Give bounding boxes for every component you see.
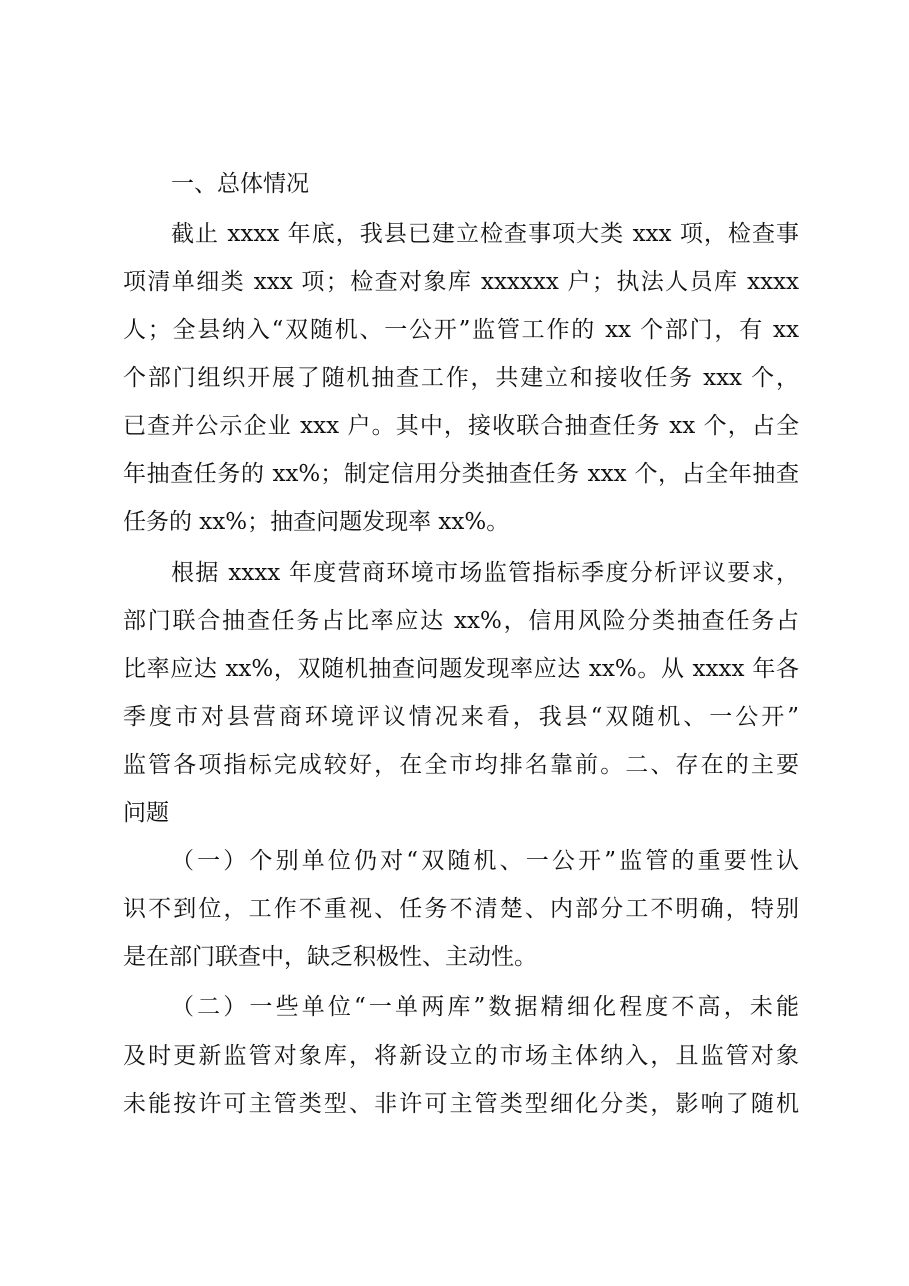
paragraph-4-line-1: （二）一些单位“一单两库”数据精细化程度不高，未能 xyxy=(171,994,799,1020)
paragraph-4-line-2: 及时更新监管对象库，将新设立的市场主体纳入，且监管对象 xyxy=(123,1043,799,1069)
paragraph-2-line-4: 季度市对县营商环境评议情况来看，我县“双随机、一公开” xyxy=(123,704,799,730)
paragraph-4-line-3: 未能按许可主管类型、非许可主管类型细化分类，影响了随机 xyxy=(123,1091,799,1117)
paragraph-3-line-1: （一）个别单位仍对“双随机、一公开”监管的重要性认 xyxy=(171,848,799,874)
paragraph-2-line-1: 根据 xxxx 年度营商环境市场监管指标季度分析评议要求， xyxy=(171,560,799,586)
paragraph-3-line-2: 识不到位，工作不重视、任务不清楚、内部分工不明确，特别 xyxy=(123,896,799,922)
paragraph-2-line-3: 比率应达 xx%，双随机抽查问题发现率应达 xx%。从 xxxx 年各 xyxy=(123,656,799,682)
paragraph-2-line-5: 监管各项指标完成较好，在全市均排名靠前。二、存在的主要 xyxy=(123,752,799,778)
paragraph-2-line-6: 问题 xyxy=(123,800,169,826)
paragraph-1-line-3: 人；全县纳入“双随机、一公开”监管工作的 xx 个部门，有 xx xyxy=(123,317,799,343)
paragraph-2-line-2: 部门联合抽查任务占比率应达 xx%，信用风险分类抽查任务占 xyxy=(123,608,799,634)
paragraph-1-line-7: 任务的 xx%；抽查问题发现率 xx%。 xyxy=(123,509,510,535)
paragraph-1-line-6: 年抽查任务的 xx%；制定信用分类抽查任务 xxx 个，占全年抽查 xyxy=(123,461,799,487)
section-heading-overview: 一、总体情况 xyxy=(171,171,309,197)
paragraph-1-line-2: 项清单细类 xxx 项；检查对象库 xxxxxx 户；执法人员库 xxxx xyxy=(123,269,799,295)
paragraph-1-line-1: 截止 xxxx 年底，我县已建立检查事项大类 xxx 项，检查事 xyxy=(171,221,799,247)
paragraph-1-line-5: 已查并公示企业 xxx 户。其中，接收联合抽查任务 xx 个，占全 xyxy=(123,413,799,439)
paragraph-3-line-3: 是在部门联查中，缺乏积极性、主动性。 xyxy=(123,944,537,970)
paragraph-1-line-4: 个部门组织开展了随机抽查工作，共建立和接收任务 xxx 个， xyxy=(123,365,799,391)
